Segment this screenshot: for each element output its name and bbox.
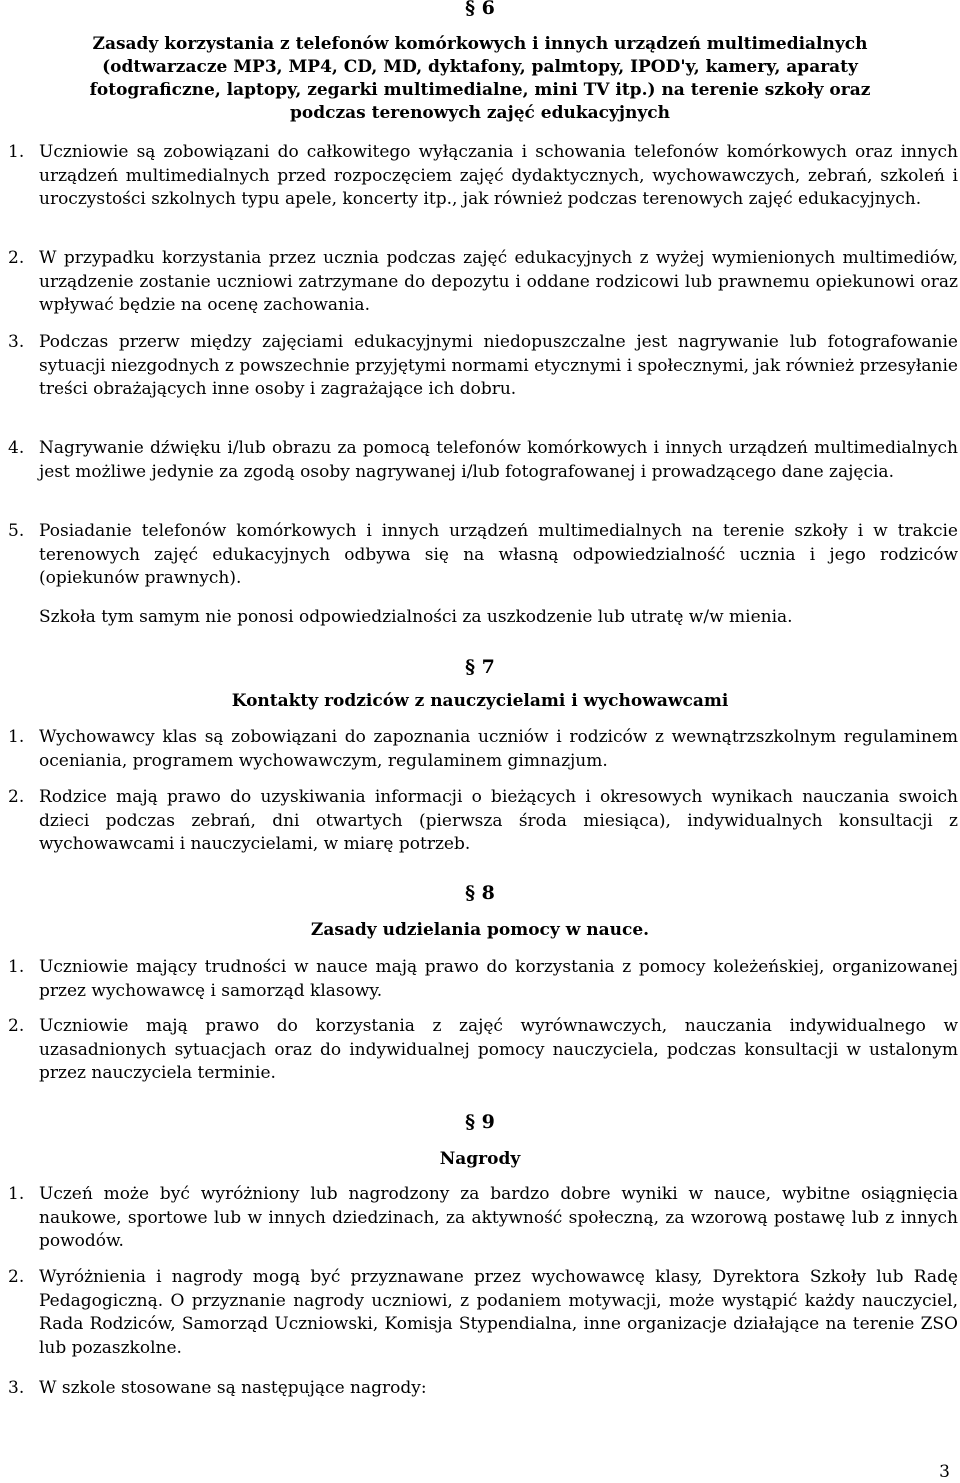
- section-6-heading: § 6: [465, 0, 495, 19]
- item-number: 1.: [8, 727, 25, 747]
- section-6-title-line: (odtwarzacze MP3, MP4, CD, MD, dyktafony, palmtopy, IPOD'y, kamery, aparaty: [102, 57, 858, 77]
- item-text: Podczas przerw między zajęciami edukacyjnymi niedopuszczalne jest nagrywanie lub fotografowanie sytuacji niezgodnych z powszechnie przyjętymi normami etycznymi i społecznymi, jak również przesyłanie treści obrażających inne osoby i zagrażające ich dobru.: [39, 332, 958, 399]
- section-9-item: [8, 1377, 958, 1401]
- section-6-item: [8, 141, 958, 212]
- section-6-item: [8, 520, 958, 591]
- section-6-title: [0, 33, 960, 125]
- item-text: Posiadanie telefonów komórkowych i innych urządzeń multimedialnych na terenie szkoły i w trakcie terenowych zajęć edukacyjnych odbywa się na własną odpowiedzialność ucznia i jego rodziców (opiekunów prawnych).: [39, 521, 958, 588]
- item-text: Wyróżnienia i nagrody mogą być przyznawane przez wychowawcę klasy, Dyrektora Szkoły lub Radę Pedagogiczną. O przyznanie nagrody uczniowi, z podaniem motywacji, może wystąpić każdy nauczyciel, Rada Rodziców, Samorząd Uczniowski, Komisja Stypendialna, inne organizacje działające na terenie ZSO lub pozaszkolne.: [39, 1267, 958, 1358]
- item-number: 3.: [8, 332, 25, 352]
- section-6-note: Szkoła tym samym nie ponosi odpowiedzialności za uszkodzenie lub utratę w/w mienia.: [39, 607, 793, 627]
- section-8-heading: § 8: [465, 882, 495, 904]
- item-number: 1.: [8, 1184, 25, 1204]
- item-text: Rodzice mają prawo do uzyskiwania informacji o bieżących i okresowych wynikach nauczania swoich dzieci podczas zebrań, dni otwartych (pierwsza środa miesiąca), indywidualnych konsultacji z wychowawcami i nauczycielami, w miarę potrzeb.: [39, 787, 958, 854]
- item-text: Uczeń może być wyróżniony lub nagrodzony za bardzo dobre wyniki w nauce, wybitne osiągnięcia naukowe, sportowe lub w innych dziedzinach, za aktywność społeczną, za wzorową postawę lub z innych powodów.: [39, 1184, 958, 1251]
- section-8-title: Zasady udzielania pomocy w nauce.: [310, 920, 650, 940]
- section-6-title-line: Zasady korzystania z telefonów komórkowych i innych urządzeń multimedialnych: [92, 34, 868, 54]
- section-7-item: [8, 786, 958, 857]
- item-number: 2.: [8, 1016, 25, 1036]
- section-6-title-line: fotograficzne, laptopy, zegarki multimedialne, mini TV itp.) na terenie szkoły oraz: [89, 80, 871, 100]
- section-6-item: [8, 247, 958, 318]
- item-text: Uczniowie mają prawo do korzystania z zajęć wyrównawczych, nauczania indywidualnego w uzasadnionych sytuacjach oraz do indywidualnej pomocy nauczyciela, podczas konsultacji w ustalonym przez nauczyciela terminie.: [39, 1016, 958, 1083]
- item-number: 1.: [8, 142, 25, 162]
- section-7-heading: § 7: [465, 656, 495, 678]
- item-number: 4.: [8, 438, 25, 458]
- item-number: 3.: [8, 1378, 25, 1398]
- item-text: Uczniowie mający trudności w nauce mają prawo do korzystania z pomocy koleżeńskiej, organizowanej przez wychowawcę i samorząd klasowy.: [39, 957, 958, 1001]
- item-text: Nagrywanie dźwięku i/lub obrazu za pomocą telefonów komórkowych i innych urządzeń multimedialnych jest możliwe jedynie za zgodą osoby nagrywanej i/lub fotografowanej i prowadzącego dane zajęcia.: [39, 438, 958, 482]
- section-8-item: [8, 956, 958, 1003]
- section-7-item: [8, 726, 958, 773]
- item-number: 2.: [8, 787, 25, 807]
- section-8-item: [8, 1015, 958, 1086]
- item-text: W przypadku korzystania przez ucznia podczas zajęć edukacyjnych z wyżej wymienionych multimediów, urządzenie zostanie uczniowi zatrzymane do depozytu i oddane rodzicowi lub prawnemu opiekunowi oraz wpływać będzie na ocenę zachowania.: [39, 248, 958, 315]
- section-7-title: Kontakty rodziców z nauczycielami i wychowawcami: [231, 691, 729, 711]
- item-number: 1.: [8, 957, 25, 977]
- page-number: 3: [939, 1462, 950, 1482]
- section-9-item: [8, 1183, 958, 1254]
- section-6-item: [8, 331, 958, 402]
- section-9-item: [8, 1266, 958, 1360]
- section-9-title: Nagrody: [439, 1149, 521, 1169]
- item-number: 5.: [8, 521, 25, 541]
- item-text: Uczniowie są zobowiązani do całkowitego wyłączania i schowania telefonów komórkowych oraz innych urządzeń multimedialnych przed rozpoczęciem zajęć dydaktycznych, wychowawczych, zebrań, szkoleń i uroczystości szkolnych typu apele, koncerty itp., jak również podczas terenowych zajęć edukacyjnych.: [39, 142, 958, 209]
- section-6-title-line: podczas terenowych zajęć edukacyjnych: [290, 103, 670, 123]
- item-number: 2.: [8, 248, 25, 268]
- item-text: W szkole stosowane są następujące nagrody:: [39, 1378, 427, 1398]
- section-9-heading: § 9: [465, 1111, 495, 1133]
- section-6-item: [8, 437, 958, 484]
- item-text: Wychowawcy klas są zobowiązani do zapoznania uczniów i rodziców z wewnątrzszkolnym regulaminem oceniania, programem wychowawczym, regulaminem gimnazjum.: [39, 727, 958, 771]
- item-number: 2.: [8, 1267, 25, 1287]
